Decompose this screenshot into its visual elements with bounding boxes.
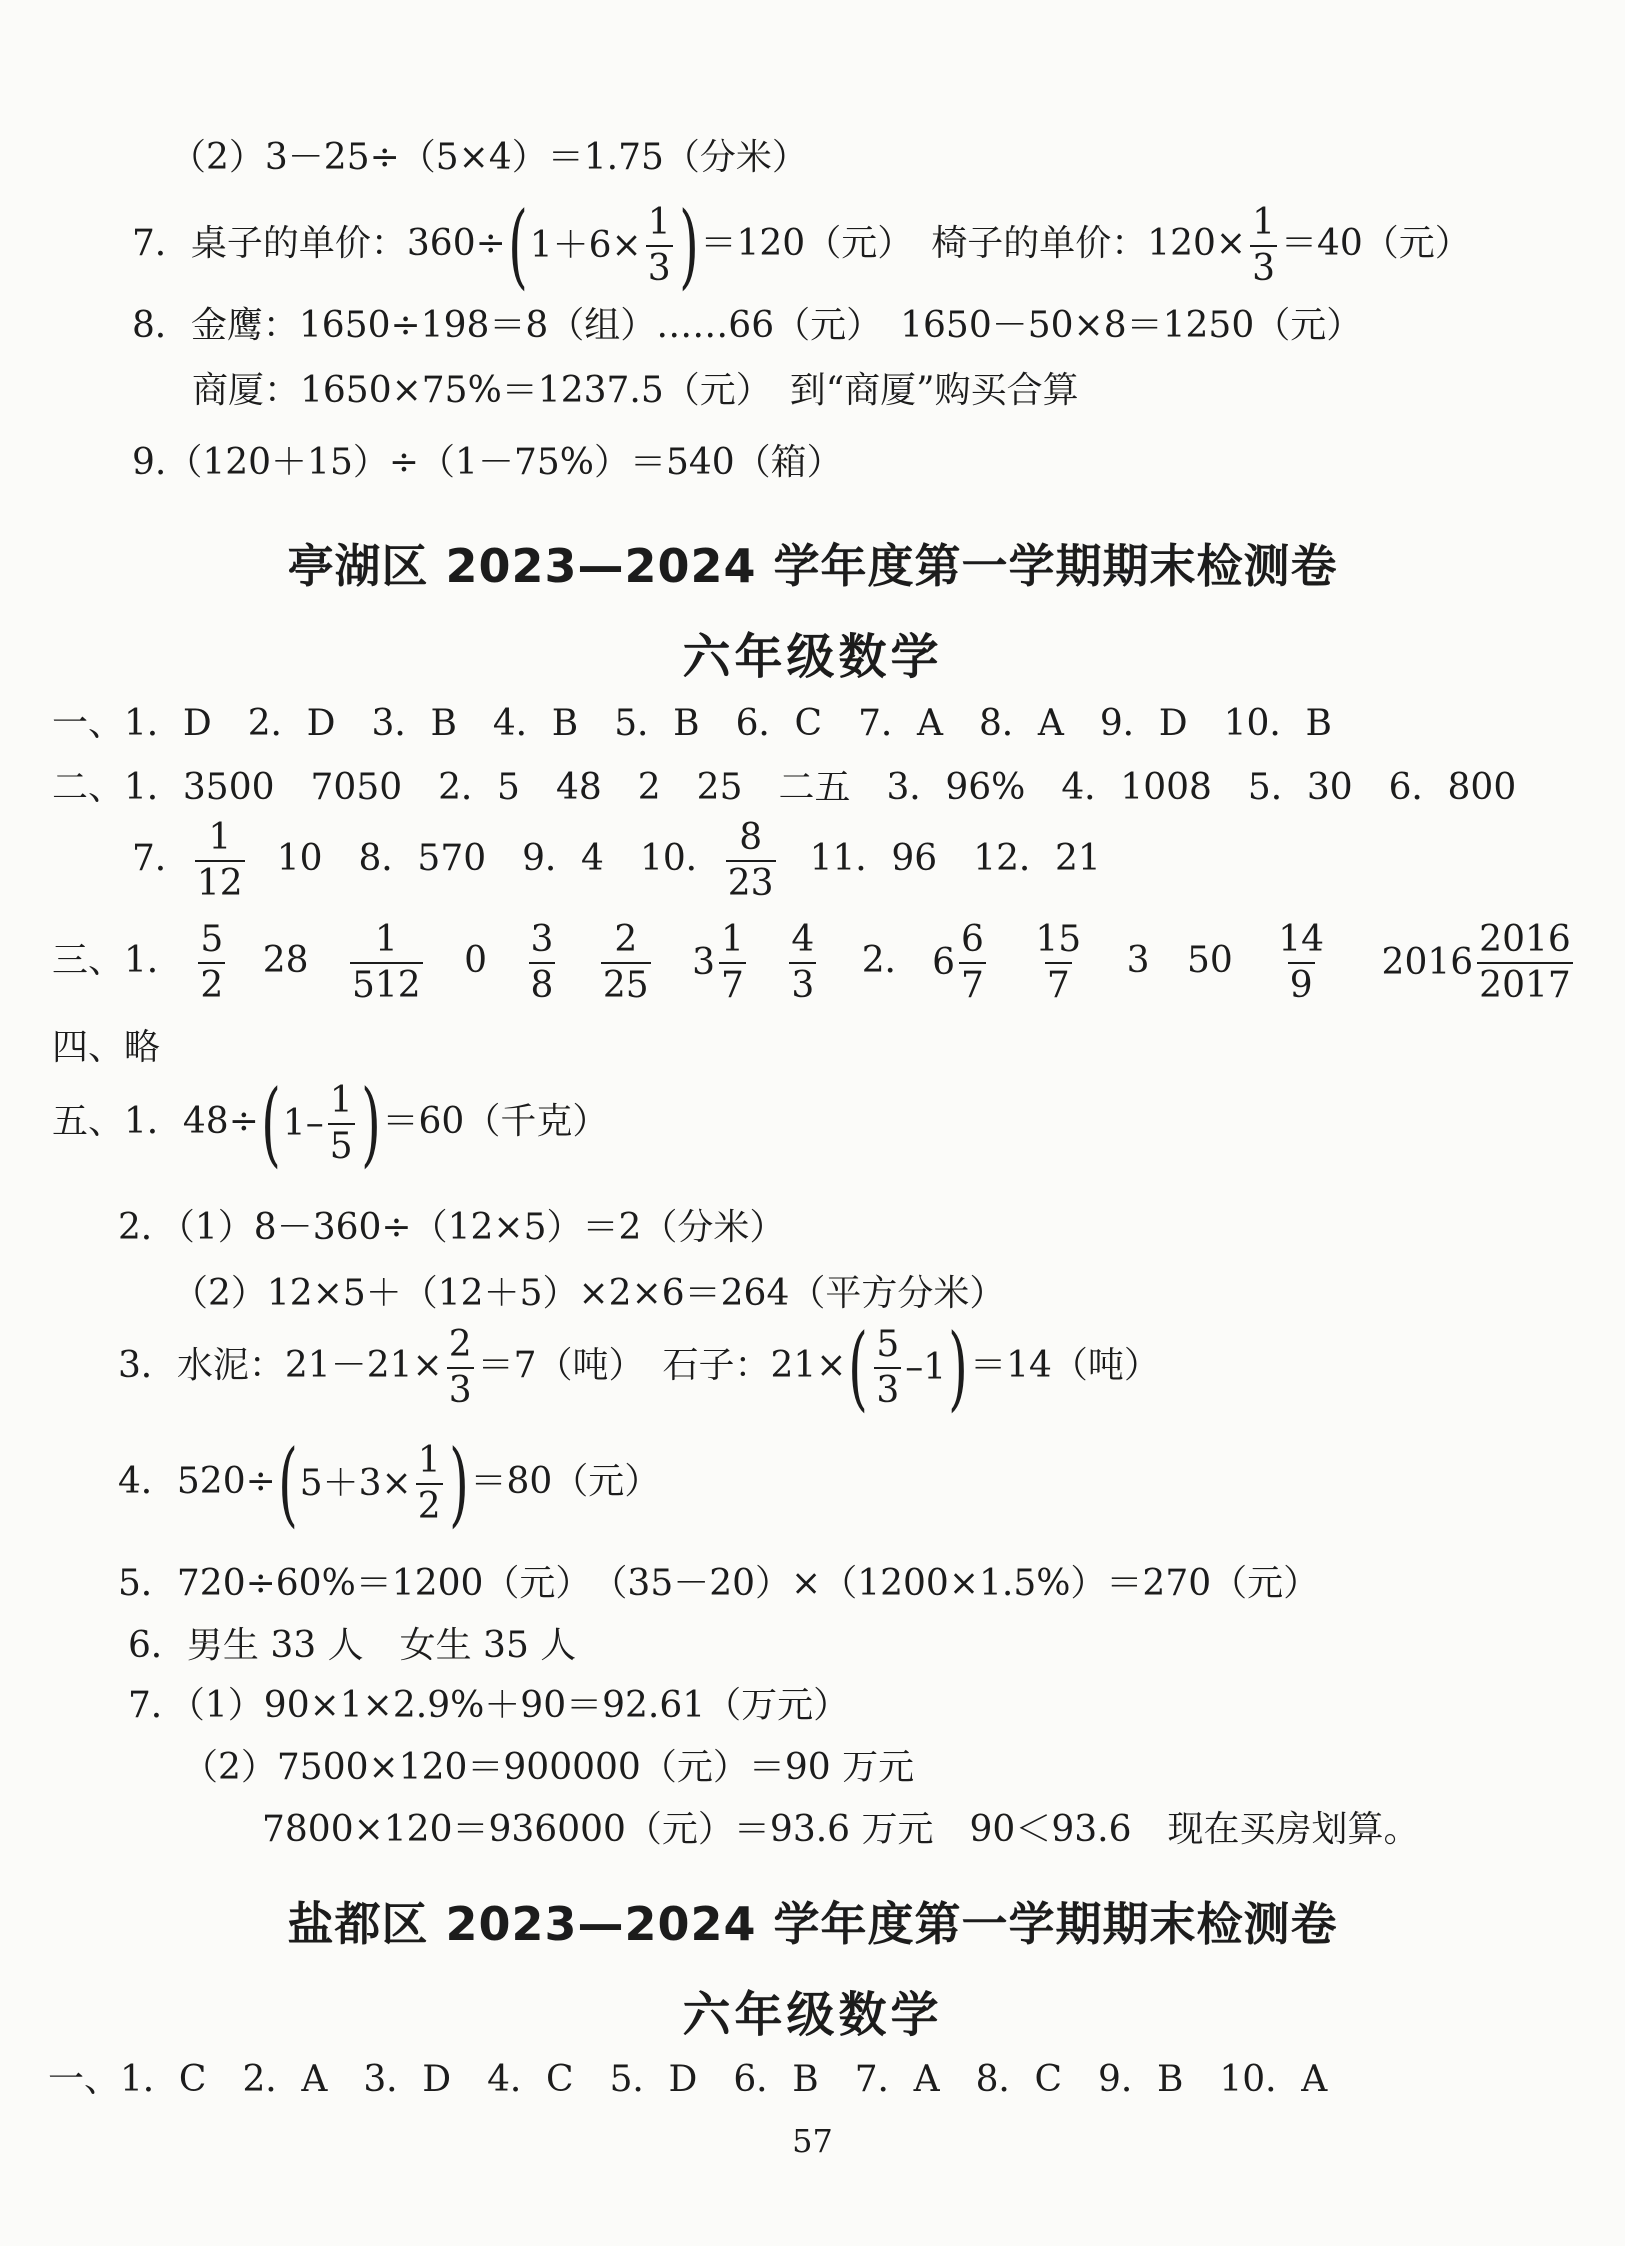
text: ＝80（元） xyxy=(470,1461,661,1502)
text: 5＋3× xyxy=(299,1463,412,1504)
paren-group: ( 5＋3× $\frac{1}{2}$ ) xyxy=(277,1430,469,1537)
page-number: 57 xyxy=(792,2122,833,2160)
fraction: 1 5 xyxy=(329,1080,353,1167)
answer-part5-q5: 5．720÷60%＝1200（元） （35－20）×（1200×1.5%）＝270（元） xyxy=(118,1563,1320,1604)
section-subtitle: 六年级数学 xyxy=(682,1987,943,2043)
text: 1＋6× xyxy=(529,225,642,266)
answer-part5-q7b: （2）7500×120＝900000（元）＝90 万元 xyxy=(182,1747,915,1788)
text: 10 8．570 9．4 10． xyxy=(276,838,722,879)
text: 7．桌子的单价：360÷ xyxy=(132,223,506,264)
fraction: $\frac{5}{2}$ xyxy=(200,919,224,1006)
answer-part5-q2a: 2．（1）8－360÷（12×5）＝2（分米） xyxy=(118,1207,786,1248)
text: 0 xyxy=(464,940,488,981)
answer-part3 xyxy=(52,919,1577,1006)
fraction: 5 3 xyxy=(876,1324,900,1411)
fraction: $\frac{15}{7}$ xyxy=(1035,919,1082,1006)
answer-part1: 一、1．C 2．A 3．D 4．C 5．D 6．B 7．A 8．C 9．B 10．A xyxy=(48,2059,1328,2100)
fraction: $\frac{1}{512}$ xyxy=(351,919,421,1006)
section-title: 盐都区 2023—2024 学年度第一学期期末检测卷 xyxy=(287,1897,1338,1951)
fraction: $\frac{1}{2}$ xyxy=(417,1440,441,1527)
text: ＝40（元） xyxy=(1281,223,1471,264)
answer-part5-q7a: 7．（1）90×1×2.9%＋90＝92.61（万元） xyxy=(128,1685,850,1726)
text: 2． xyxy=(861,940,921,981)
text: 1– xyxy=(282,1103,324,1144)
answer-part5-q4 xyxy=(118,1430,661,1537)
answer-q8-line1: 8．金鹰：1650÷198＝8（组）……66（元） 1650－50×8＝1250（元） xyxy=(132,305,1363,346)
text: 三、1． xyxy=(52,940,183,981)
fraction: $\frac{2}{3}$ xyxy=(448,1324,472,1411)
mixed-number: 3 1 7 xyxy=(692,919,744,1006)
answer-part5-q6: 6．男生 33 人 女生 35 人 xyxy=(128,1625,577,1666)
text: 4．520÷ xyxy=(118,1461,276,1502)
fraction: $\frac{1}{3}$ xyxy=(647,202,671,289)
answer-part1: 一、1．D 2．D 3．B 4．B 5．B 6．C 7．A 8．A 9．D 10．B xyxy=(52,703,1332,744)
text: 7． xyxy=(132,838,191,879)
section-title: 亭湖区 2023—2024 学年度第一学期期末检测卷 xyxy=(287,539,1338,593)
text: ＝14（吨） xyxy=(970,1345,1160,1386)
text: 28 xyxy=(262,940,309,981)
text: 50 xyxy=(1187,940,1233,981)
answer-line: （2）3－25÷（5×4）＝1.75（分米） xyxy=(170,137,808,178)
fraction: $\frac{3}{8}$ xyxy=(530,919,554,1006)
fraction: $\frac{4}{3}$ xyxy=(791,919,815,1006)
mixed-number: 2016 2016 2017 xyxy=(1381,919,1571,1006)
answer-part5-q1 xyxy=(52,1070,609,1177)
text: –1 xyxy=(905,1347,947,1388)
answer-part5-q3 xyxy=(118,1314,1160,1421)
fraction: $\frac{2}{25}$ xyxy=(602,919,649,1006)
answer-part2-line2 xyxy=(132,817,1101,904)
text: 五、1．48÷ xyxy=(52,1101,259,1142)
section-subtitle: 六年级数学 xyxy=(682,629,943,685)
paren-group: ( 5 3 –1 ) xyxy=(848,1314,969,1421)
text: 11．96 12．21 xyxy=(809,838,1101,879)
fraction: $\frac{1}{12}$ xyxy=(196,817,243,904)
answer-part5-q2b: （2）12×5＋（12＋5）×2×6＝264（平方分米） xyxy=(172,1273,1006,1314)
fraction: $\frac{14}{9}$ xyxy=(1278,919,1325,1006)
fraction: $\frac{8}{23}$ xyxy=(727,817,774,904)
mixed-number: 6 6 7 xyxy=(932,919,984,1006)
answer-q7 xyxy=(132,192,1471,299)
paren-group: ( 1＋6× $\frac{1}{3}$ ) xyxy=(507,192,699,299)
text: 3 xyxy=(1126,940,1150,981)
answer-part2-line1: 二、1．3500 7050 2．5 48 2 25 二五 3．96% 4．1008 5．30 6．800 xyxy=(52,767,1517,808)
answer-q9: 9.（120＋15）÷（1－75%）＝540（箱） xyxy=(132,442,843,483)
text: 3．水泥：21－21× xyxy=(118,1345,443,1386)
answer-part5-q7c: 7800×120＝936000（元）＝93.6 万元 90＜93.6 现在买房划算。 xyxy=(262,1809,1420,1850)
answer-part4: 四、略 xyxy=(52,1027,161,1068)
text: ＝7（吨） 石子：21× xyxy=(477,1345,847,1386)
text: ＝120（元） 椅子的单价：120× xyxy=(700,223,1247,264)
text: ＝60（千克） xyxy=(382,1101,609,1142)
paren-group: ( 1– 1 5 ) xyxy=(260,1070,381,1177)
fraction: $\frac{1}{3}$ xyxy=(1252,202,1275,289)
answer-q8-line2: 商厦：1650×75%＝1237.5（元） 到“商厦”购买合算 xyxy=(192,370,1079,411)
